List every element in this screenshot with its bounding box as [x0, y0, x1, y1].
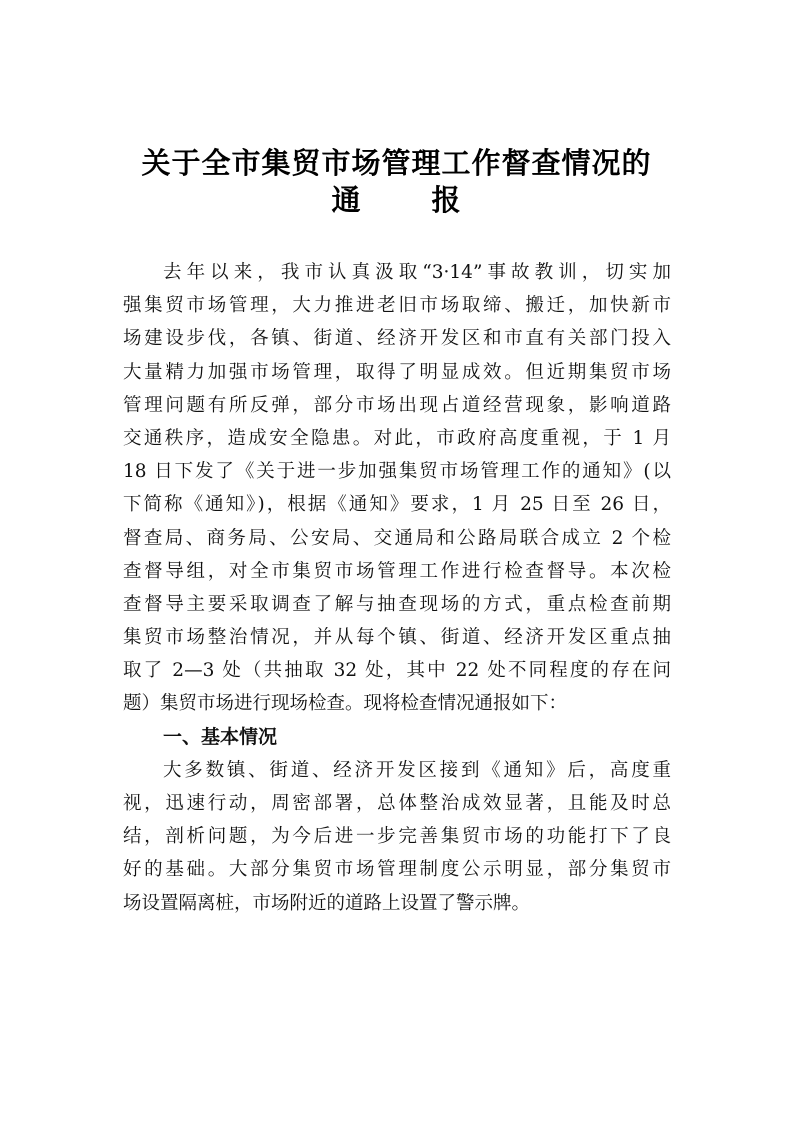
paragraph-intro — [123, 256, 671, 721]
text-line: 场建设步伐，各镇、街道、经济开发区和市直有关部门投入 — [123, 328, 671, 350]
document-title-line-2 — [0, 178, 793, 219]
text-line: 18 日下发了《关于进一步加强集贸市场管理工作的通知》(以 — [123, 461, 671, 483]
text-line: 下简称《通知》)，根据《通知》要求，1 月 25 日至 26 日， — [123, 494, 671, 516]
text-line: 结，剖析问题，为今后进一步完善集贸市场的功能打下了良 — [123, 826, 671, 848]
text-line: 场设置隔离桩，市场附近的道路上设置了警示牌。 — [123, 892, 531, 914]
text-line: 大量精力加强市场管理，取得了明显成效。但近期集贸市场 — [123, 361, 671, 383]
text-line: 查督导主要采取调查了解与抽查现场的方式，重点检查前期 — [123, 593, 671, 615]
text-line: 视，迅速行动，周密部署，总体整治成效显著，且能及时总 — [123, 793, 671, 814]
document-body — [123, 256, 671, 920]
text-line: 管理问题有所反弹，部分市场出现占道经营现象，影响道路 — [123, 394, 671, 416]
title-char-bao: 报 — [431, 183, 462, 217]
text-line: 查督导组，对全市集贸市场管理工作进行检查督导。本次检 — [123, 560, 671, 582]
paragraph-basic-situation — [123, 754, 671, 920]
text-line: 好的基础。大部分集贸市场管理制度公示明显，部分集贸市 — [123, 859, 671, 881]
text-line: 强集贸市场管理，大力推进老旧市场取缔、搬迁，加快新市 — [123, 295, 671, 317]
text-line: 去年以来，我市认真汲取“3·14”事故教训，切实加 — [163, 262, 671, 283]
title-char-tong: 通 — [331, 183, 362, 217]
text-line: 取了 2—3 处（共抽取 32 处，其中 22 处不同程度的存在问 — [123, 660, 671, 682]
section-heading-basic-situation: 一、基本情况 — [163, 725, 278, 748]
text-line: 交通秩序，造成安全隐患。对此，市政府高度重视，于 1 月 — [123, 427, 671, 449]
text-line: 大多数镇、街道、经济开发区接到《通知》后，高度重 — [163, 759, 671, 781]
text-line: 集贸市场整治情况，并从每个镇、街道、经济开发区重点抽 — [123, 627, 671, 649]
text-line: 督查局、商务局、公安局、交通局和公路局联合成立 2 个检 — [123, 527, 671, 549]
document-title-line-1: 关于全市集贸市场管理工作督查情况的 — [141, 146, 652, 180]
text-line: 题）集贸市场进行现场检查。现将检查情况通报如下： — [123, 693, 568, 715]
